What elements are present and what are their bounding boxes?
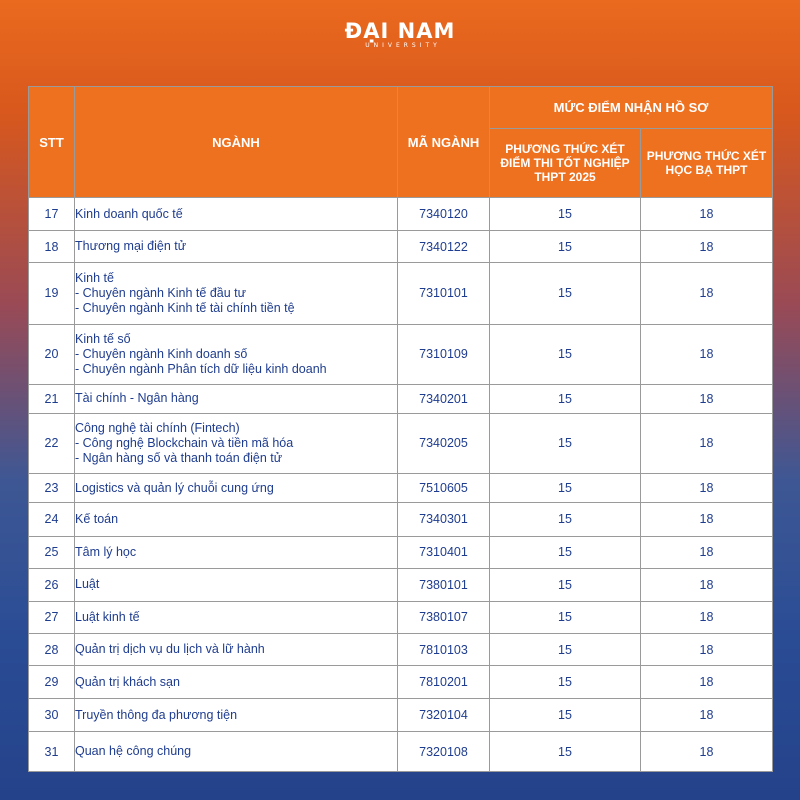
row-score-transcript: 18: [641, 732, 773, 772]
major-name: Tâm lý học: [75, 544, 137, 559]
table-row: [29, 601, 773, 633]
table-row: [29, 231, 773, 262]
row-stt: 27: [29, 601, 75, 633]
row-score-exam: 15: [490, 503, 641, 536]
row-score-exam: 15: [490, 569, 641, 601]
specialization-line: - Ngân hàng số và thanh toán điện tử: [75, 450, 283, 465]
row-major: [75, 732, 398, 772]
row-major: [75, 666, 398, 698]
header-major: NGÀNH: [75, 87, 398, 198]
row-stt: 28: [29, 633, 75, 665]
table-row: [29, 633, 773, 665]
row-score-exam: 15: [490, 732, 641, 772]
row-stt: 21: [29, 384, 75, 413]
specialization-line: - Chuyên ngành Kinh doanh số: [75, 346, 248, 361]
row-code: 7380107: [398, 601, 490, 633]
major-name: Logistics và quản lý chuỗi cung ứng: [75, 480, 274, 495]
row-stt: 29: [29, 666, 75, 698]
header-code: MÃ NGÀNH: [398, 87, 490, 198]
row-score-transcript: 18: [641, 324, 773, 384]
row-major: [75, 698, 398, 731]
row-major: [75, 503, 398, 536]
row-stt: 31: [29, 732, 75, 772]
row-major: [75, 324, 398, 384]
row-code: 7380101: [398, 569, 490, 601]
row-score-transcript: 18: [641, 473, 773, 502]
row-major: [75, 198, 398, 231]
row-score-exam: 15: [490, 473, 641, 502]
header-stt: STT: [29, 87, 75, 198]
row-score-exam: 15: [490, 601, 641, 633]
row-stt: 18: [29, 231, 75, 262]
row-score-transcript: 18: [641, 262, 773, 324]
table-row: [29, 503, 773, 536]
row-stt: 23: [29, 473, 75, 502]
table-row: [29, 732, 773, 772]
row-code: 7340120: [398, 198, 490, 231]
table-body: [29, 198, 773, 772]
major-name: Quan hệ công chúng: [75, 744, 192, 759]
university-logo: [0, 20, 800, 50]
row-major: [75, 473, 398, 502]
major-name: Công nghệ tài chính (Fintech): [75, 420, 240, 435]
row-score-exam: 15: [490, 413, 641, 473]
row-stt: 17: [29, 198, 75, 231]
header-method-transcript: PHƯƠNG THỨC XÉT HỌC BẠ THPT: [641, 129, 773, 198]
specialization-line: - Công nghệ Blockchain và tiền mã hóa: [75, 435, 294, 450]
row-score-exam: 15: [490, 633, 641, 665]
specialization-line: - Chuyên ngành Phân tích dữ liệu kinh doanh: [75, 361, 327, 376]
row-major: [75, 536, 398, 568]
table-row: [29, 384, 773, 413]
table-row: [29, 473, 773, 502]
row-score-transcript: 18: [641, 198, 773, 231]
specialization-line: - Chuyên ngành Kinh tế tài chính tiền tệ: [75, 300, 295, 315]
major-name: Kinh tế số: [75, 331, 131, 346]
row-code: 7310109: [398, 324, 490, 384]
table-row: [29, 569, 773, 601]
row-score-exam: 15: [490, 384, 641, 413]
row-stt: 22: [29, 413, 75, 473]
row-code: 7320104: [398, 698, 490, 731]
row-score-transcript: 18: [641, 633, 773, 665]
row-code: 7320108: [398, 732, 490, 772]
row-score-exam: 15: [490, 198, 641, 231]
row-code: 7810201: [398, 666, 490, 698]
major-name: Thương mại điện tử: [75, 239, 187, 254]
row-stt: 20: [29, 324, 75, 384]
header-method-exam: PHƯƠNG THỨC XÉT ĐIỂM THI TỐT NGHIỆP THPT 2025: [490, 129, 641, 198]
row-code: 7340205: [398, 413, 490, 473]
major-name: Quản trị dịch vụ du lịch và lữ hành: [75, 642, 265, 657]
major-name: Kinh doanh quốc tế: [75, 206, 183, 221]
row-code: 7510605: [398, 473, 490, 502]
specialization-line: - Chuyên ngành Kinh tế đầu tư: [75, 285, 246, 300]
header-score-group: MỨC ĐIỂM NHẬN HỒ SƠ: [490, 87, 773, 129]
row-code: 7340301: [398, 503, 490, 536]
row-code: 7310101: [398, 262, 490, 324]
table-row: [29, 536, 773, 568]
row-major: [75, 569, 398, 601]
row-score-transcript: 18: [641, 413, 773, 473]
row-score-transcript: 18: [641, 384, 773, 413]
row-score-transcript: 18: [641, 698, 773, 731]
row-score-exam: 15: [490, 698, 641, 731]
major-name: Kế toán: [75, 511, 119, 526]
row-score-transcript: 18: [641, 536, 773, 568]
row-code: 7810103: [398, 633, 490, 665]
row-major: [75, 262, 398, 324]
row-major: [75, 231, 398, 262]
row-code: 7310401: [398, 536, 490, 568]
row-score-exam: 15: [490, 666, 641, 698]
row-score-transcript: 18: [641, 666, 773, 698]
row-major: [75, 413, 398, 473]
major-name: Quản trị khách sạn: [75, 674, 180, 689]
row-code: 7340201: [398, 384, 490, 413]
row-stt: 19: [29, 262, 75, 324]
row-stt: 30: [29, 698, 75, 731]
table-row: [29, 198, 773, 231]
row-score-exam: 15: [490, 231, 641, 262]
row-score-exam: 15: [490, 536, 641, 568]
row-code: 7340122: [398, 231, 490, 262]
row-stt: 26: [29, 569, 75, 601]
row-stt: 24: [29, 503, 75, 536]
row-score-transcript: 18: [641, 601, 773, 633]
major-name: Tài chính - Ngân hàng: [75, 391, 199, 406]
logo-subtitle: UNIVERSITY: [365, 42, 441, 49]
row-major: [75, 633, 398, 665]
table-row: [29, 666, 773, 698]
table-row: [29, 324, 773, 384]
major-name: Truyền thông đa phương tiện: [75, 707, 238, 722]
row-score-transcript: 18: [641, 503, 773, 536]
admission-scores-table: [28, 86, 773, 772]
major-name: Luật: [75, 577, 100, 592]
row-major: [75, 384, 398, 413]
row-score-transcript: 18: [641, 569, 773, 601]
row-score-exam: 15: [490, 262, 641, 324]
row-score-transcript: 18: [641, 231, 773, 262]
row-score-exam: 15: [490, 324, 641, 384]
logo-name: ĐẠI NAM: [344, 19, 456, 43]
table-row: [29, 698, 773, 731]
table-row: [29, 262, 773, 324]
row-stt: 25: [29, 536, 75, 568]
major-name: Luật kinh tế: [75, 609, 140, 624]
major-name: Kinh tế: [75, 270, 114, 285]
table-row: [29, 413, 773, 473]
row-major: [75, 601, 398, 633]
